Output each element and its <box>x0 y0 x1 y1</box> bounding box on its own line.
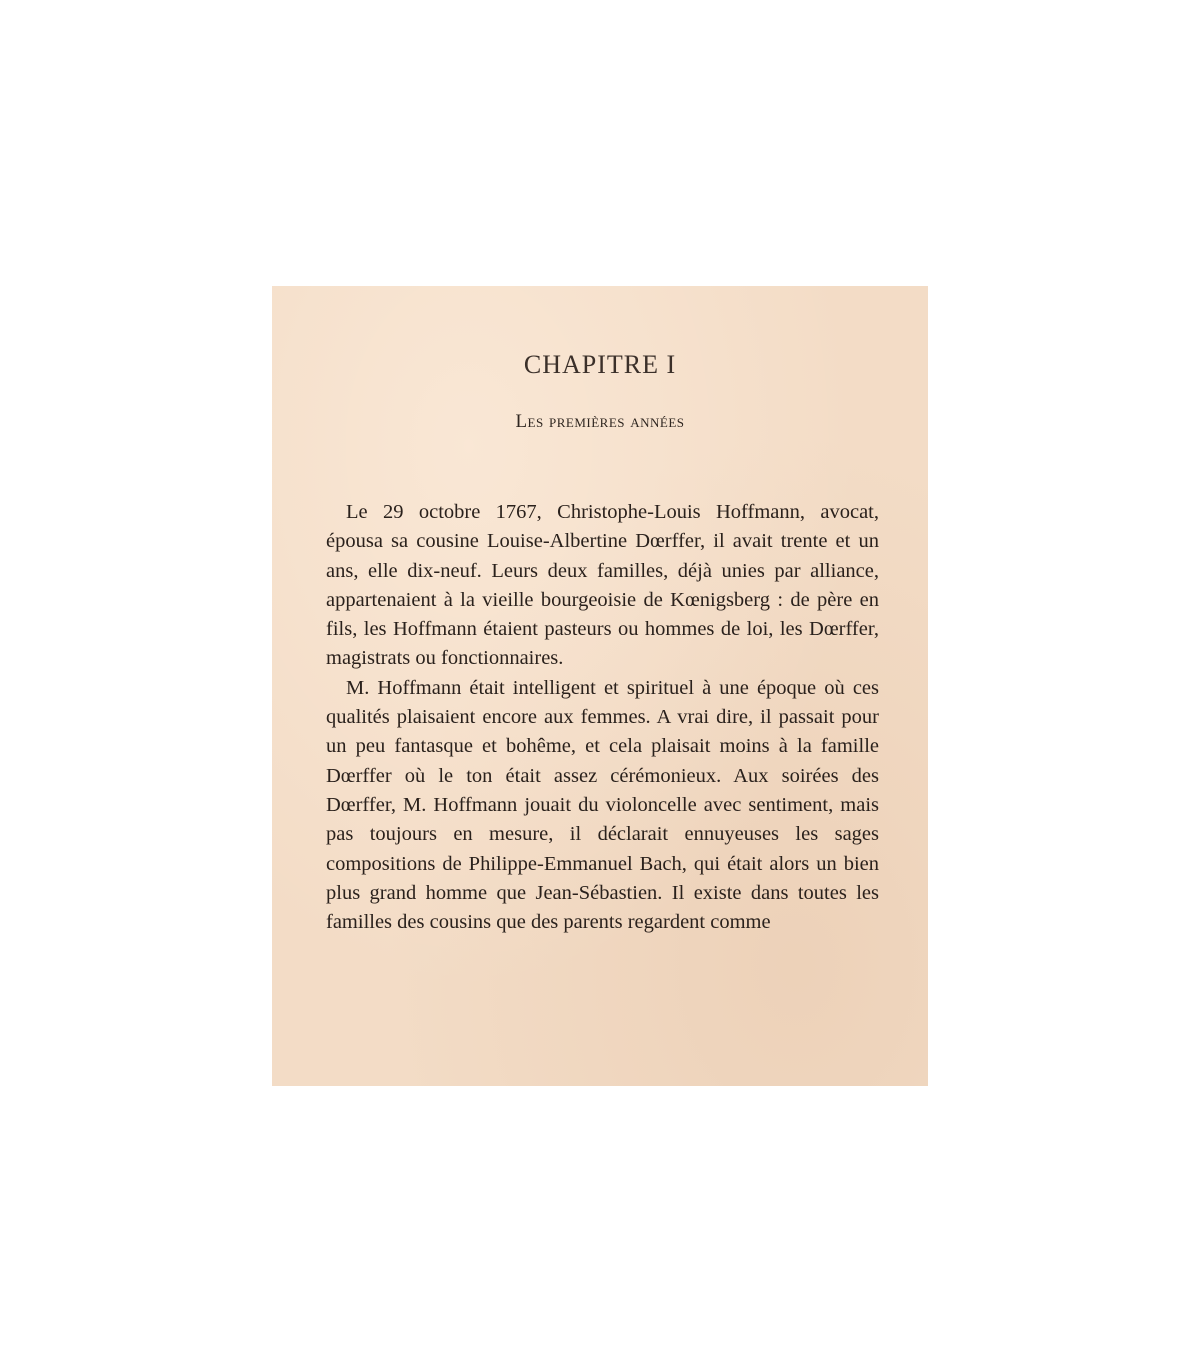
body-text <box>326 498 879 937</box>
book-page <box>272 286 928 1086</box>
paragraph: M. Hoffmann était intelligent et spirituel à une époque où ces qualités plaisaient encore aux femmes. A vrai dire, il passait pour un peu fantasque et bohême, et cela plaisait moins à la famille Dœrffer où le ton était assez cérémonieux. Aux soirées des Dœrffer, M. Hoffmann jouait du violoncelle avec sentiment, mais pas toujours en mesure, il déclarait ennuyeuses les sages compositions de Philippe-Emmanuel Bach, qui était alors un bien plus grand homme que Jean-Sébastien. Il existe dans toutes les familles des cousins que des parents regardent comme <box>326 676 879 934</box>
chapter-subtitle: Les premières années <box>515 411 685 432</box>
paragraph: Le 29 octobre 1767, Christophe-Louis Hoffmann, avocat, épousa sa cousine Louise-Albertine Dœrffer, il avait trente et un ans, elle dix-neuf. Leurs deux familles, déjà unies par alliance, appartenaient à la vieille bourgeoisie de Kœnigsberg : de père en fils, les Hoffmann étaient pasteurs ou hommes de loi, les Dœrffer, magistrats ou fonctionnaires. <box>326 501 879 670</box>
chapter-title: CHAPITRE I <box>523 350 677 379</box>
